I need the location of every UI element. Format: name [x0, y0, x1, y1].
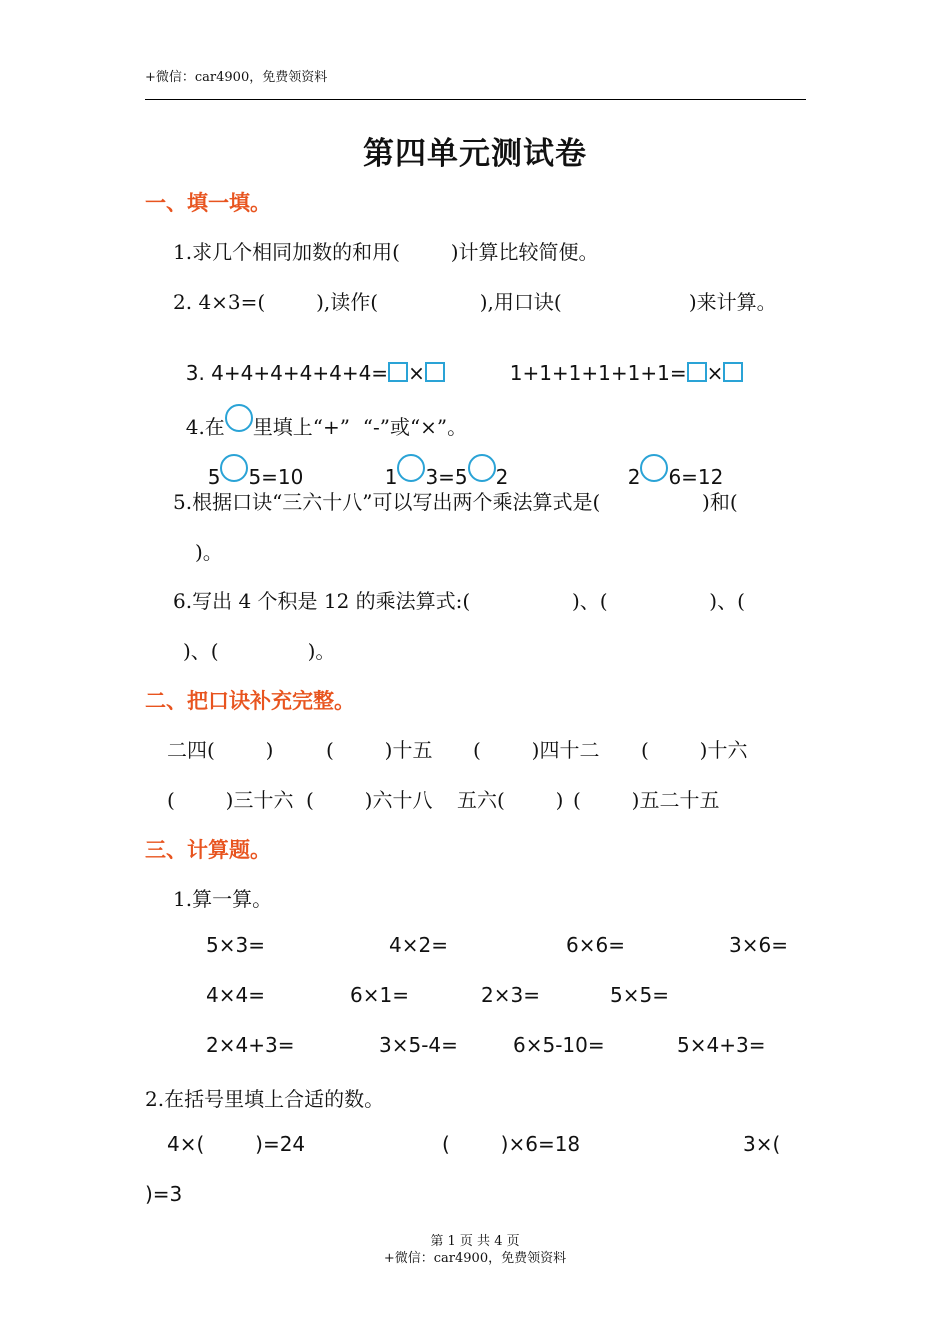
calc-item: 3×5-4=: [379, 1033, 458, 1057]
fill-item: 3×(: [743, 1132, 781, 1156]
q4-e2-b: 3=5: [425, 465, 468, 489]
q4-suffix: 里填上“+” “-”或“×”。: [252, 415, 468, 439]
question-2: 2. 4×3=( ),读作( ),用口诀( )来计算。: [173, 290, 777, 314]
times-sign: ×: [706, 361, 724, 385]
header-text: +微信：car4900，免费领资料: [145, 70, 328, 85]
koujue-item: ( )三十六: [167, 788, 294, 812]
footer-text: +微信：car4900，免费领资料: [383, 1251, 567, 1266]
fill-item: ( )×6=18: [442, 1132, 581, 1156]
calc-item: 2×4+3=: [206, 1033, 295, 1057]
koujue-item: ( )十六: [641, 738, 748, 762]
q4-e2-c: 2: [495, 465, 509, 489]
koujue-item: ( )四十二: [473, 738, 600, 762]
calc-item: 4×4=: [206, 983, 265, 1007]
fill-item-cont: )=3: [145, 1182, 183, 1206]
page-number: 第 1 页 共 4 页: [430, 1234, 520, 1249]
calc-item: 6×1=: [350, 983, 409, 1007]
page-title: 第四单元测试卷: [363, 136, 587, 172]
answer-box[interactable]: [388, 362, 408, 382]
answer-box[interactable]: [425, 362, 445, 382]
circle-blank[interactable]: [640, 454, 668, 482]
section2-heading: 二、把口诀补充完整。: [145, 688, 355, 713]
circle-blank[interactable]: [397, 454, 425, 482]
question-5-line2: )。: [195, 540, 223, 564]
circle-blank[interactable]: [220, 454, 248, 482]
koujue-item: 五六( ): [457, 788, 564, 812]
q4-e3-b: 6=12: [668, 465, 724, 489]
calc-item: 5×4+3=: [677, 1033, 766, 1057]
question-1: 1.求几个相同加数的和用( )计算比较简便。: [173, 240, 599, 264]
question-3-right: [497, 337, 743, 385]
q4-e1-b: 5=10: [248, 465, 304, 489]
q4-expr-3: [615, 430, 723, 489]
koujue-item: ( )六十八: [306, 788, 433, 812]
q4-e3-a: 2: [627, 465, 641, 489]
calc-item: 5×3=: [206, 933, 265, 957]
circle-blank: [225, 404, 253, 432]
calc-item: 6×6=: [566, 933, 625, 957]
sub-question-1: 1.算一算。: [173, 887, 273, 911]
fill-item: 4×( )=24: [167, 1132, 306, 1156]
section3-heading: 三、计算题。: [145, 837, 271, 862]
q4-e1-a: 5: [207, 465, 221, 489]
koujue-item: 二四( ): [167, 738, 274, 762]
sub-question-2: 2.在括号里填上合适的数。: [145, 1087, 385, 1111]
q4-expr-2: [372, 430, 508, 489]
question-6-line2: )、( )。: [183, 639, 336, 663]
q3-left-expr: 3. 4+4+4+4+4+4=: [185, 361, 389, 385]
times-sign: ×: [408, 361, 425, 385]
question-5-line1: 5.根据口诀“三六十八”可以写出两个乘法算式是( )和(: [173, 490, 738, 514]
question-3-left: [173, 337, 445, 385]
circle-blank[interactable]: [468, 454, 496, 482]
q4-e2-a: 1: [384, 465, 398, 489]
q4-prefix: 4.在: [185, 415, 225, 439]
answer-box[interactable]: [723, 362, 743, 382]
section1-heading: 一、填一填。: [145, 190, 271, 215]
calc-item: 6×5-10=: [513, 1033, 605, 1057]
header-rule: [145, 99, 806, 100]
q4-expr-1: [195, 430, 303, 489]
question-6-line1: 6.写出 4 个积是 12 的乘法算式:( )、( )、(: [173, 589, 745, 613]
calc-item: 3×6=: [729, 933, 788, 957]
calc-item: 5×5=: [610, 983, 669, 1007]
q3-right-expr: 1+1+1+1+1+1=: [509, 361, 687, 385]
calc-item: 4×2=: [389, 933, 448, 957]
calc-item: 2×3=: [481, 983, 540, 1007]
koujue-item: ( )五二十五: [573, 788, 720, 812]
answer-box[interactable]: [687, 362, 707, 382]
koujue-item: ( )十五: [326, 738, 433, 762]
